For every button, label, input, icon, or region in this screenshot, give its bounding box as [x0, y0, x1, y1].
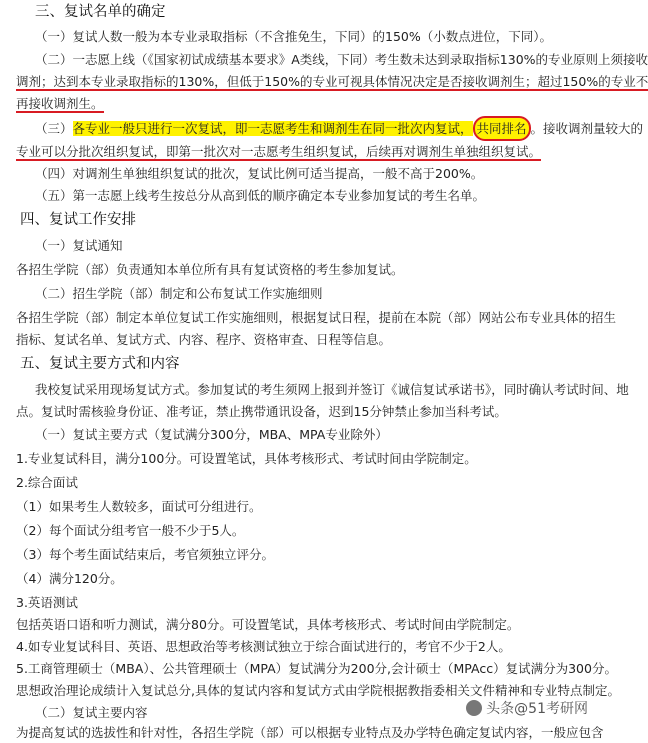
item-5-2-b: （2）每个面试分组考官一般不少于5人。	[16, 523, 245, 538]
para-4-1: 各招生学院（部）负责通知本单位所有具有复试资格的考生参加复试。	[16, 262, 404, 277]
sub-4-1: （一）复试通知	[35, 238, 123, 253]
brand-watermark	[466, 699, 588, 720]
para-3-3-highlight: 各专业一般只进行一次复试，即一志愿考生和调剂生在同一批次内复试，	[72, 121, 473, 136]
para-3-2-line2	[16, 71, 648, 92]
item-5-5-line1: 5.工商管理硕士（MBA）、公共管理硕士（MPA）复试满分为200分,会计硕士（MPAcc）复试满分为300分。	[16, 661, 617, 676]
para-3-3-circled: 共同排名	[473, 116, 531, 141]
brand-watermark-text: 头条@51考研网	[486, 701, 588, 717]
sub-5-1: （一）复试主要方式（复试满分300分，MBA、MPA专业除外）	[35, 427, 388, 442]
para-3-2-line3-text: 再接收调剂生。	[16, 96, 104, 111]
item-5-2-a: （1）如果考生人数较多，面试可分组进行。	[16, 499, 262, 514]
para-3-1: （一）复试人数一般为本专业录取指标（不含推免生，下同）的150%（小数点进位，下同）。	[35, 29, 552, 44]
para-4-2-line2: 指标、复试名单、复试方式、内容、程序、资格审查、日程等信息。	[16, 332, 392, 347]
item-5-2-d: （4）满分120分。	[16, 571, 123, 586]
sub-4-2: （二）招生学院（部）制定和公布复试工作实施细则	[35, 286, 323, 301]
item-5-3: 3.英语测试	[16, 595, 78, 610]
para-3-3-line1	[35, 118, 644, 139]
para-3-2-line1: （二）一志愿上线（《国家初试成绩基本要求》A类线，下同）考生数未达到录取指标130%的专业原则上须接收	[35, 52, 648, 67]
para-5-line2: 点。复试时需核验身份证、准考证，禁止携带通讯设备，迟到15分钟禁止参加当科考试。	[16, 404, 507, 419]
para-3-3-line2-text: 专业可以分批次组织复试，即第一批次对一志愿考生组织复试，后续再对调剂生单独组织复试。	[16, 144, 542, 159]
para-3-2-line3	[16, 93, 616, 114]
para-3-4: （四）对调剂生单独组织复试的批次，复试比例可适当提高，一般不高于200%。	[35, 166, 484, 181]
item-5-2: 2.综合面试	[16, 475, 78, 490]
section-4-title: 四、复试工作安排	[20, 212, 136, 228]
para-3-2-line2-text: 调剂；达到本专业录取指标的130%，但低于150%的专业可视具体情况决定是否接收调剂生；超过150%的专业不	[16, 74, 648, 89]
para-3-3-prefix: （三）	[35, 121, 73, 136]
section-5-title: 五、复试主要方式和内容	[20, 356, 180, 372]
para-3-3-suffix: 。接收调剂量较大的	[530, 121, 644, 136]
item-5-4: 4.如专业复试科目、英语、思想政治等考核测试独立于综合面试进行的，考官不少于2人。	[16, 639, 511, 654]
para-3-5: （五）第一志愿上线考生按总分从高到低的顺序确定本专业参加复试的考生名单。	[35, 188, 486, 203]
item-5-2-c: （3）每个考生面试结束后，考官须独立评分。	[16, 547, 274, 562]
para-3-3-line2	[16, 141, 616, 162]
item-5-3-para: 包括英语口语和听力测试，满分80分。可设置笔试，具体考核形式、考试时间由学院制定。	[16, 617, 520, 632]
item-5-5-line2: 思想政治理论成绩计入复试总分,具体的复试内容和复试方式由学院根据教指委相关文件精神和专业特点制定。	[16, 683, 620, 698]
brand-logo-icon	[466, 700, 482, 716]
para-5-2: 为提高复试的选拔性和针对性，各招生学院（部）可以根据专业特点及办学特色确定复试内容，一般应包含	[16, 725, 604, 740]
para-4-2-line1: 各招生学院（部）制定本单位复试工作实施细则，根据复试日程，提前在本院（部）网站公布专业具体的招生	[16, 310, 617, 325]
para-5-line1: 我校复试采用现场复试方式。参加复试的考生须网上报到并签订《诚信复试承诺书》，同时确认考试时间、地	[35, 382, 629, 397]
sub-5-2: （二）复试主要内容	[35, 705, 148, 720]
section-3-title: 三、复试名单的确定	[35, 4, 166, 20]
item-5-1: 1.专业复试科目，满分100分。可设置笔试，具体考核形式、考试时间由学院制定。	[16, 451, 477, 466]
